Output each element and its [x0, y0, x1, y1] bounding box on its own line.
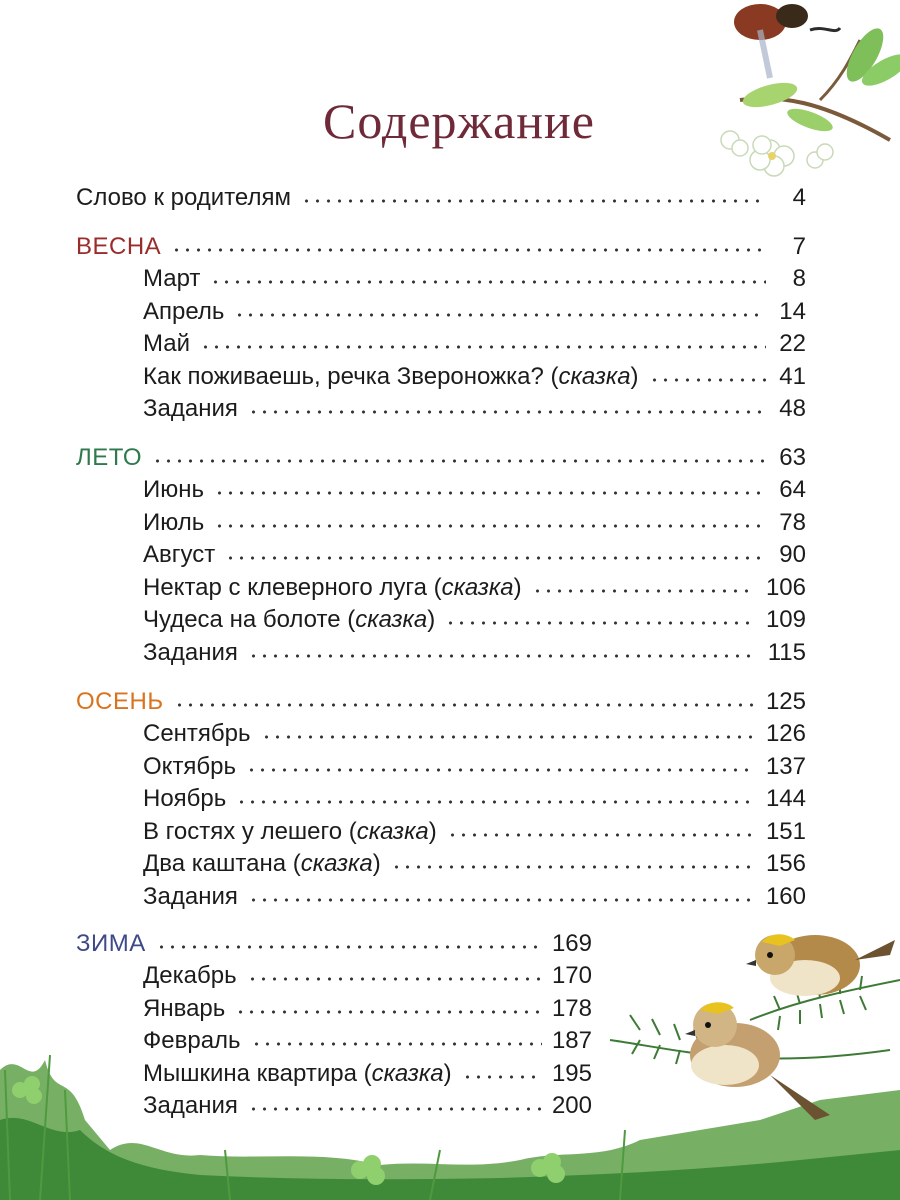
toc-entry-title: Июль	[143, 508, 205, 536]
toc-entry-title: Ноябрь	[143, 785, 227, 812]
toc-page-number: 144	[765, 785, 806, 812]
toc-entry-title: В гостях у лешего	[143, 817, 343, 845]
toc-entry-label	[143, 297, 234, 327]
toc-entry-title: Октябрь	[143, 752, 237, 780]
toc-entry-label	[143, 475, 214, 505]
toc-entry-label	[143, 752, 246, 782]
dot-leader	[391, 864, 756, 870]
toc-entry-label	[76, 443, 152, 473]
toc-entry-label: Как поживаешь, речка Звероножка? (сказка)	[143, 362, 639, 390]
toc-entry-title: Декабрь	[143, 962, 237, 989]
toc-page-number: 160	[765, 882, 806, 910]
toc-page-number: 156	[765, 850, 806, 877]
toc-entry-label: Нектар с клеверного луга (сказка)	[143, 573, 522, 601]
toc-entry[interactable]	[143, 784, 806, 814]
dot-leader	[445, 620, 756, 626]
toc-entry-title: Два каштана	[143, 850, 287, 877]
toc-section-summer[interactable]	[76, 443, 806, 473]
toc-entry-label	[143, 961, 247, 991]
toc-entry[interactable]	[143, 961, 592, 991]
toc-page-number: 170	[551, 962, 592, 989]
toc-entry[interactable]	[143, 394, 806, 424]
dot-leader	[234, 312, 766, 318]
toc-page-number: 64	[779, 476, 806, 503]
dot-leader	[649, 377, 766, 383]
toc-page-number: 126	[765, 720, 806, 747]
toc-entry-label	[76, 232, 171, 262]
dot-leader	[214, 490, 766, 496]
toc-page-number: 169	[551, 930, 592, 957]
toc-page-number: 187	[551, 1027, 592, 1054]
toc-entry-title: ОСЕНЬ	[76, 688, 164, 715]
toc-entry-label	[76, 687, 174, 717]
toc-page-number: 14	[779, 297, 806, 325]
toc-page-number: 63	[779, 444, 806, 471]
toc-entry-label	[143, 508, 214, 538]
toc-entry-title: Июнь	[143, 476, 205, 503]
toc-entry-label	[143, 540, 225, 570]
dot-leader	[214, 523, 766, 529]
toc-page-number: 4	[792, 184, 806, 211]
toc-entry-title: ЗИМА	[76, 930, 146, 957]
toc-page-number: 109	[765, 606, 806, 633]
dot-leader	[261, 734, 756, 740]
dot-leader	[447, 832, 756, 838]
toc-entry-title: Чудеса на болоте	[143, 606, 341, 633]
beetle-and-cherry-blossom-icon	[700, 0, 900, 200]
toc-entry[interactable]	[143, 605, 806, 635]
toc-entry-label: Два каштана (сказка)	[143, 850, 381, 877]
toc-entry[interactable]	[143, 719, 806, 749]
dot-leader	[171, 247, 766, 253]
toc-entry-title: ВЕСНА	[76, 233, 162, 260]
dot-leader	[235, 1009, 542, 1015]
dot-leader	[246, 767, 756, 773]
toc-section-autumn[interactable]	[76, 687, 806, 717]
toc-page-number: 78	[779, 508, 806, 536]
toc-entry-note: сказка	[355, 606, 428, 633]
page-title: Содержание	[323, 93, 595, 149]
toc-page-number: 115	[767, 638, 806, 666]
dot-leader	[301, 198, 766, 204]
toc-page-number: 90	[779, 541, 806, 568]
toc-entry-title: Февраль	[143, 1027, 241, 1054]
toc-entry-note: сказка	[356, 817, 429, 845]
toc-entry[interactable]	[143, 508, 806, 538]
toc-entry-title: Задания	[143, 882, 238, 910]
toc-entry[interactable]	[143, 297, 806, 327]
toc-entry-title: Задания	[143, 1092, 238, 1119]
toc-entry-label	[143, 394, 248, 424]
toc-page-number: 137	[765, 752, 806, 780]
dot-leader	[152, 458, 766, 464]
toc-entry-label: Мышкина квартира (сказка)	[143, 1059, 452, 1087]
dot-leader	[532, 588, 756, 594]
toc-page-number: 22	[779, 330, 806, 357]
toc-entry[interactable]	[143, 849, 806, 879]
toc-page-number: 48	[779, 395, 806, 422]
toc-page-number: 195	[551, 1059, 592, 1087]
toc-entry-title: Нектар с клеверного луга	[143, 573, 427, 601]
dot-leader	[248, 653, 758, 659]
toc-entry-label: В гостях у лешего (сказка)	[143, 817, 437, 845]
toc-entry[interactable]	[143, 752, 806, 782]
toc-entry-label	[76, 183, 301, 213]
toc-entry[interactable]	[143, 362, 806, 392]
toc-entry-note: сказка	[371, 1059, 444, 1087]
toc-section-winter[interactable]	[76, 929, 592, 959]
toc-entry[interactable]	[143, 638, 806, 668]
toc-page-number: 41	[779, 362, 806, 390]
dot-leader	[247, 976, 542, 982]
toc-entry[interactable]	[143, 329, 806, 359]
toc-entry-title: Как поживаешь, речка Звероножка?	[143, 362, 544, 390]
toc-entry-title: Задания	[143, 638, 238, 666]
toc-entry[interactable]	[143, 573, 806, 603]
toc-entry-label	[143, 784, 236, 814]
toc-entry[interactable]	[143, 817, 806, 847]
dot-leader	[210, 279, 766, 285]
toc-entry-title: Август	[143, 541, 216, 568]
goldcrest-birds-on-spruce-icon	[600, 900, 900, 1140]
toc-page-number: 151	[765, 817, 806, 845]
dot-leader	[236, 799, 756, 805]
toc-entry-label: Чудеса на болоте (сказка)	[143, 606, 436, 633]
dot-leader	[225, 555, 766, 561]
toc-entry-title: Март	[143, 265, 201, 292]
toc-entry-title: Январь	[143, 994, 226, 1022]
toc-entry-title: Сентябрь	[143, 720, 251, 747]
dot-leader	[174, 702, 756, 708]
toc-entry-label	[143, 882, 248, 912]
toc-entry-title: Мышкина квартира	[143, 1059, 357, 1087]
toc-page-number: 178	[551, 994, 592, 1022]
toc-page-number: 200	[551, 1092, 592, 1119]
toc-entry-note: сказка	[300, 850, 373, 877]
toc-entry-title: Май	[143, 330, 191, 357]
toc-page-number: 125	[765, 688, 806, 715]
dot-leader	[156, 944, 542, 950]
toc-entry-label	[143, 264, 210, 294]
toc-entry-label	[76, 929, 156, 959]
toc-entry-title: Задания	[143, 395, 238, 422]
toc-section-spring[interactable]	[76, 232, 806, 262]
toc-entry-note: сказка	[558, 362, 631, 390]
toc-page-number: 8	[792, 265, 806, 292]
toc-entry-title: Апрель	[143, 297, 225, 325]
dot-leader	[200, 344, 766, 350]
toc-entry-label	[143, 638, 248, 668]
toc-page-number: 7	[792, 233, 806, 260]
toc-entry[interactable]	[143, 994, 592, 1024]
toc-entry-label	[143, 719, 261, 749]
dot-leader	[248, 409, 766, 415]
toc-entry-label	[143, 329, 200, 359]
toc-entry-title: Слово к родителям	[76, 184, 291, 211]
toc-entry[interactable]	[143, 540, 806, 570]
toc-entry[interactable]	[143, 264, 806, 294]
toc-entry-label	[143, 994, 235, 1024]
toc-intro[interactable]	[76, 183, 806, 213]
toc-page-number: 106	[765, 573, 806, 601]
toc-entry-title: ЛЕТО	[76, 444, 143, 471]
toc-entry[interactable]	[143, 475, 806, 505]
toc-entry-note: сказка	[441, 573, 514, 601]
